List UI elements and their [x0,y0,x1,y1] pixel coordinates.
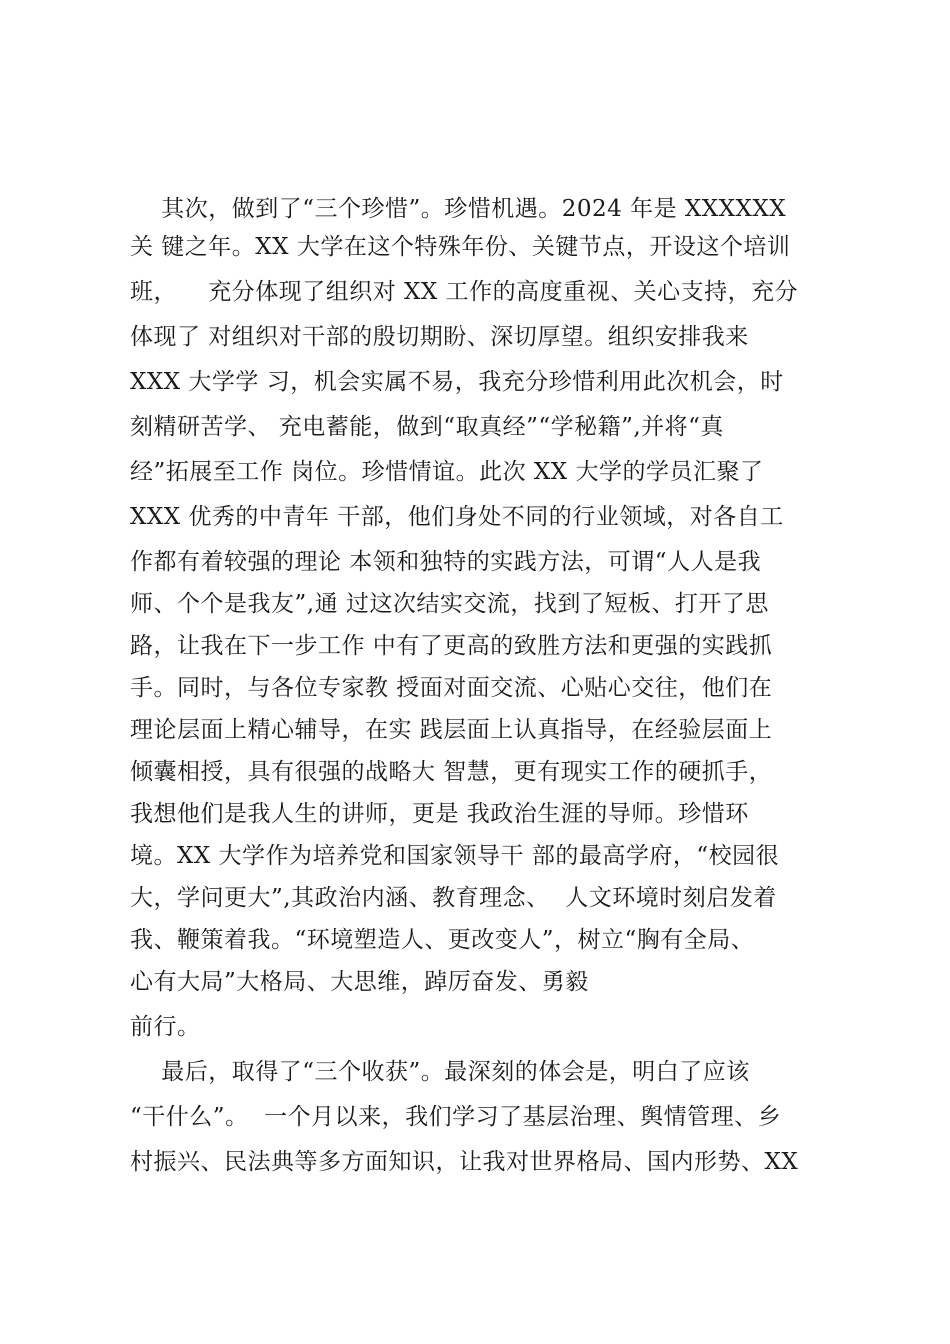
text-line: 师、个个是我友”,通 过这次结实交流，找到了短板、打开了思 [130,591,769,617]
text-line: 倾囊相授，具有很强的战略大 智慧，更有现实工作的硬抓手， [130,759,773,785]
text-line: 最后，取得了“三个收获”。最深刻的体会是，明白了应该 [130,1059,750,1085]
text-line: 关 键之年。XX 大学在这个特殊年份、关键节点，开设这个培训 [130,234,791,260]
text-line: 境。XX 大学作为培养党和国家领导干 部的最高学府，“校园很 [130,843,780,869]
text-line: 理论层面上精心辅导，在实 践层面上认真指导，在经验层面上 [130,717,773,743]
text-line: 其次，做到了“三个珍惜”。珍惜机遇。2024 年是 XXXXXX [130,196,787,222]
text-line: 前行。 [130,1014,201,1040]
text-line: 路，让我在下一步工作 中有了更高的致胜方法和更强的实践抓 [130,633,773,659]
text-line: 作都有着较强的理论 本领和独特的实践方法，可谓“人人是我 [130,549,762,575]
text-line: 刻精研苦学、 充电蓄能，做到“取真经”“学秘籍”,并将“真 [130,414,724,440]
text-line: 体现了 对组织对干部的殷切期盼、深切厚望。组织安排我来 [130,324,749,350]
text-line: 手。同时，与各位专家教 授面对面交流、心贴心交往，他们在 [130,675,773,701]
text-line: 大，学问更大”,其政治内涵、教育理念、 人文环境时刻启发着 [130,885,777,911]
text-line: XXX 优秀的中青年 干部，他们身处不同的行业领域，对各自工 [130,504,784,530]
text-line: “干什么”。 一个月以来，我们学习了基层治理、舆情管理、乡 [130,1104,782,1130]
text-line: XXX 大学学 习，机会实属不易，我充分珍惜利用此次机会，时 [130,369,784,395]
text-line: 经”拓展至工作 岗位。珍惜情谊。此次 XX 大学的学员汇聚了 [130,459,764,485]
text-line: 我、鞭策着我。“环境塑造人、更改变人”，树立“胸有全局、 [130,927,755,953]
text-line: 班， 充分体现了组织对 XX 工作的高度重视、关心支持，充分 [130,279,799,305]
text-line: 我想他们是我人生的讲师，更是 我政治生涯的导师。珍惜环 [130,801,749,827]
text-line: 村振兴、民法典等多方面知识，让我对世界格局、国内形势、XX [130,1149,799,1175]
text-line: 心有大局”大格局、大思维，踔厉奋发、勇毅 [130,969,589,995]
